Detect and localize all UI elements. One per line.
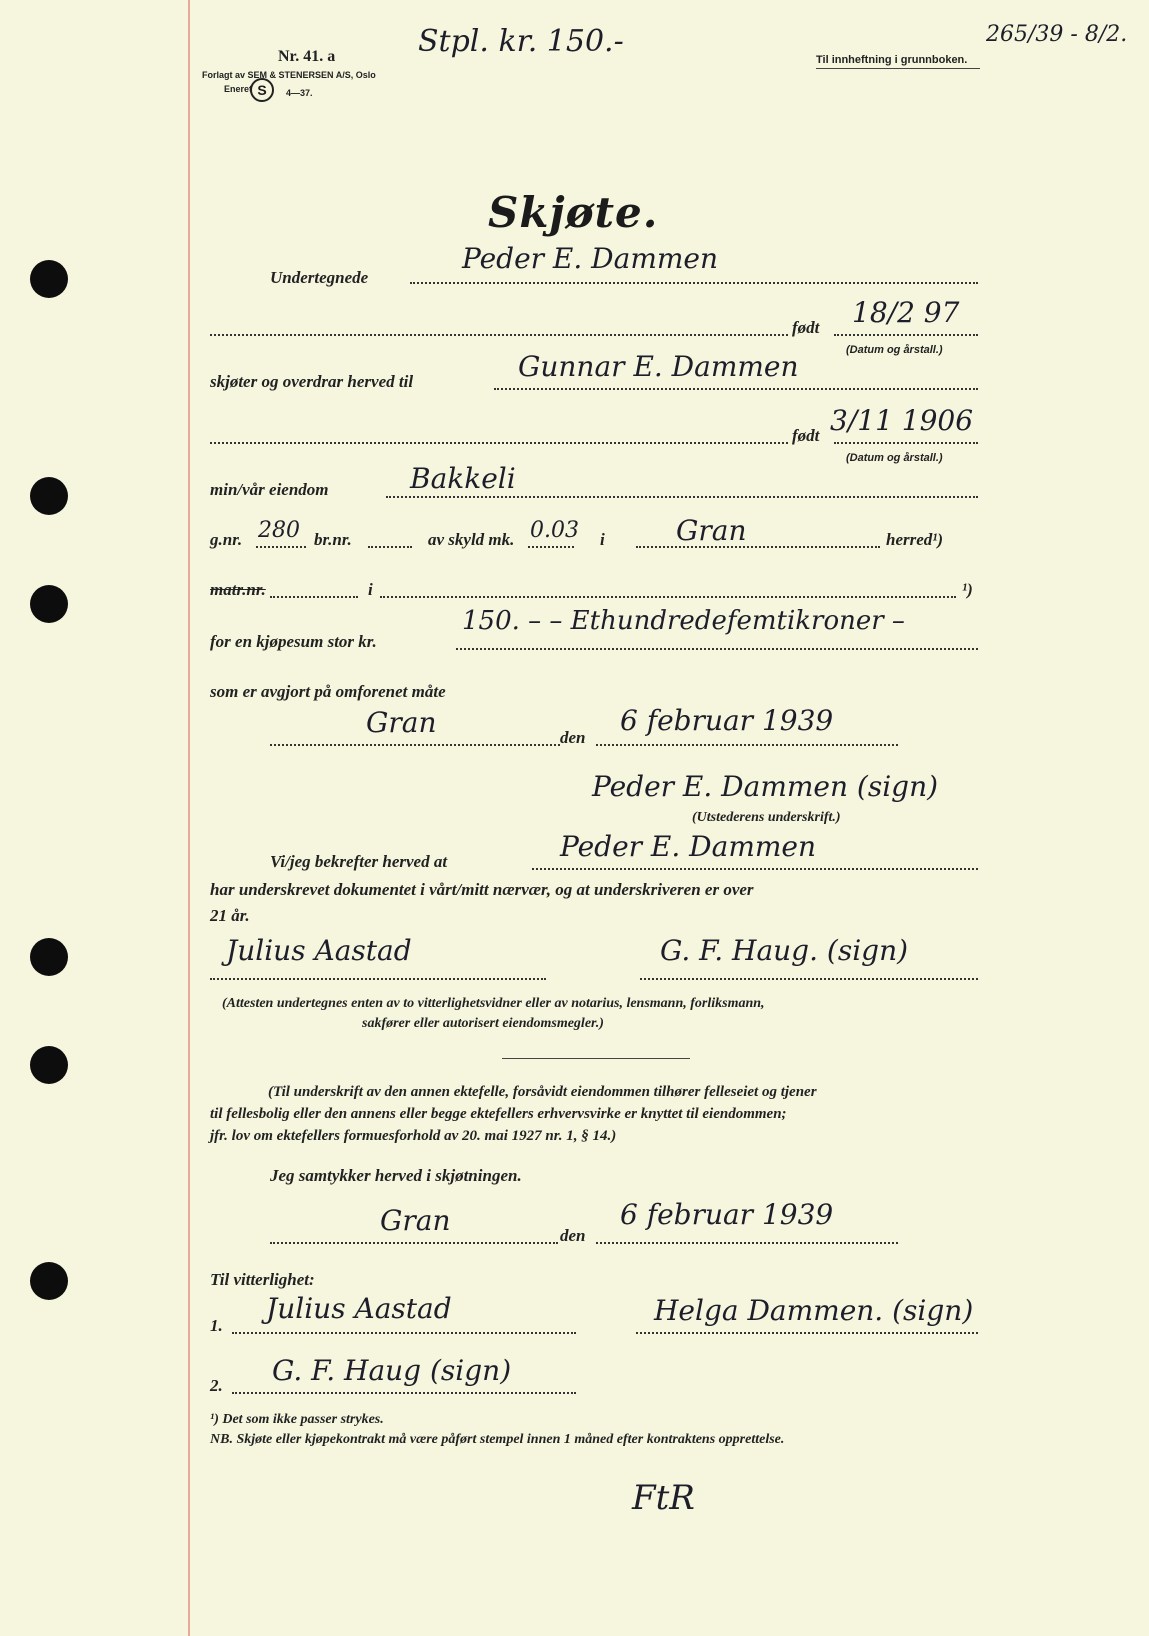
punch-hole (30, 260, 68, 298)
datum-hint: (Datum og årstall.) (846, 452, 943, 464)
fodt-label: født (792, 426, 820, 445)
dotted-line (386, 496, 978, 498)
dotted-line (532, 868, 978, 870)
date-2: 6 februar 1939 (620, 1198, 834, 1231)
grantee-birthdate: 3/11 1906 (830, 404, 974, 437)
dotted-line (368, 546, 412, 548)
kjopesum-label: for en kjøpesum stor kr. (210, 632, 377, 651)
i-label: i (600, 530, 605, 549)
publisher-line: Forlagt av SEM & STENERSEN A/S, Oslo (202, 70, 376, 80)
dotted-line (410, 282, 978, 284)
dotted-line (636, 546, 880, 548)
property-name: Bakkeli (410, 462, 516, 495)
dotted-line (256, 546, 306, 548)
skyld-label: av skyld mk. (428, 530, 515, 549)
dotted-line (640, 978, 978, 980)
footnote: ¹) Det som ikke passer strykes. (210, 1412, 384, 1427)
spouse-signature: Helga Dammen. (sign) (654, 1294, 974, 1327)
dotted-line (270, 596, 358, 598)
herred-label: herred¹) (886, 530, 944, 549)
datum-hint: (Datum og årstall.) (846, 344, 943, 356)
brnr-label: br.nr. (314, 530, 352, 549)
witness-signature-right: G. F. Haug. (sign) (660, 934, 909, 967)
dotted-line (270, 1242, 558, 1244)
dotted-line (210, 334, 788, 336)
witness-1-number: 1. (210, 1316, 223, 1335)
punch-hole (30, 938, 68, 976)
dotted-line (528, 546, 574, 548)
grantee-name: Gunnar E. Dammen (518, 350, 799, 383)
dotted-line (834, 334, 978, 336)
bekrefter-value: Peder E. Dammen (560, 830, 817, 863)
spouse-note-1: (Til underskrift av den annen ektefelle, forsåvidt eiendommen tilhører felleseiet og tjener (268, 1084, 817, 1100)
witness-line-3: 21 år. (210, 906, 250, 925)
initials: FtR (632, 1478, 695, 1518)
dotted-line (232, 1392, 576, 1394)
place-1: Gran (366, 706, 437, 739)
witness-caption-1: (Attesten undertegnes enten av to vitterlighetsvidner eller av notarius, lensmann, forliksmann, (222, 996, 765, 1011)
issuer-signature: Peder E. Dammen (sign) (592, 770, 939, 803)
dotted-line (596, 1242, 898, 1244)
dotted-line (210, 978, 546, 980)
kjopesum-value: 150. – – Ethundredefemtikroner – (462, 606, 905, 636)
date-1: 6 februar 1939 (620, 704, 834, 737)
witness-caption-2: sakfører eller autorisert eiendomsmegler.) (362, 1016, 604, 1031)
dotted-line (210, 442, 788, 444)
registration-underline (816, 68, 980, 69)
witness-1-signature: Julius Aastad (266, 1292, 452, 1325)
avgjort-label: som er avgjort på omforenet måte (210, 682, 446, 701)
registration-number: 265/39 - 8/2. (986, 22, 1128, 47)
bekrefter-label: Vi/jeg bekrefter herved at (270, 852, 448, 871)
spouse-note-3: jfr. lov om ektefellers formuesforhold av 20. mai 1927 nr. 1, § 14.) (210, 1128, 617, 1144)
publisher-logo: S (250, 78, 274, 102)
consent-text: Jeg samtykker herved i skjøtningen. (270, 1166, 522, 1185)
til-vitterlighet-label: Til vitterlighet: (210, 1270, 315, 1289)
page-title: Skjøte. (488, 188, 659, 237)
footnote-mark: ¹) (962, 580, 973, 599)
dotted-line (232, 1332, 576, 1334)
dotted-line (494, 388, 978, 390)
form-number: Nr. 41. a (278, 48, 336, 65)
place-2: Gran (380, 1204, 451, 1237)
punch-hole (30, 477, 68, 515)
dotted-line (456, 648, 978, 650)
dotted-line (380, 596, 956, 598)
matrnr-i: i (368, 580, 373, 599)
grantor-name: Peder E. Dammen (462, 242, 719, 275)
dotted-line (834, 442, 978, 444)
section-divider (502, 1058, 690, 1059)
punch-hole (30, 1262, 68, 1300)
spouse-note-2: til fellesbolig eller den annens eller begge ektefellers erhvervsvirke er knyttet til eiendommen; (210, 1106, 787, 1122)
gnr-label: g.nr. (210, 530, 243, 549)
registration-label: Til innheftning i grunnboken. (816, 54, 968, 66)
punch-hole (30, 585, 68, 623)
dotted-line (270, 744, 560, 746)
nb-note: NB. Skjøte eller kjøpekontrakt må være påført stempel innen 1 måned efter kontraktens opprettelse. (210, 1432, 785, 1447)
issuer-caption: (Utstederens underskrift.) (692, 810, 841, 825)
skjoter-label: skjøter og overdrar herved til (210, 372, 414, 391)
dotted-line (636, 1332, 978, 1334)
matrnr-label: matr.nr. (210, 580, 266, 599)
fodt-label: født (792, 318, 820, 337)
stamp-duty-handwritten: Stpl. kr. 150.- (418, 24, 624, 59)
witness-2-signature: G. F. Haug (sign) (272, 1354, 512, 1387)
grantor-birthdate: 18/2 97 (852, 296, 960, 329)
dotted-line (596, 744, 898, 746)
skyld-value: 0.03 (530, 518, 579, 543)
copyright: Eneret (224, 84, 253, 94)
witness-signature-left: Julius Aastad (226, 934, 412, 967)
witness-2-number: 2. (210, 1376, 223, 1395)
punch-hole (30, 1046, 68, 1084)
edition: 4—37. (286, 88, 313, 98)
den-label: den (560, 728, 586, 747)
den-label: den (560, 1226, 586, 1245)
eiendom-label: min/vår eiendom (210, 480, 329, 499)
gnr-value: 280 (258, 518, 300, 543)
undertegnede-label: Undertegnede (270, 268, 369, 287)
witness-line-2: har underskrevet dokumentet i vårt/mitt nærvær, og at underskriveren er over (210, 880, 754, 899)
herred-value: Gran (676, 514, 747, 547)
margin-line (188, 0, 190, 1636)
